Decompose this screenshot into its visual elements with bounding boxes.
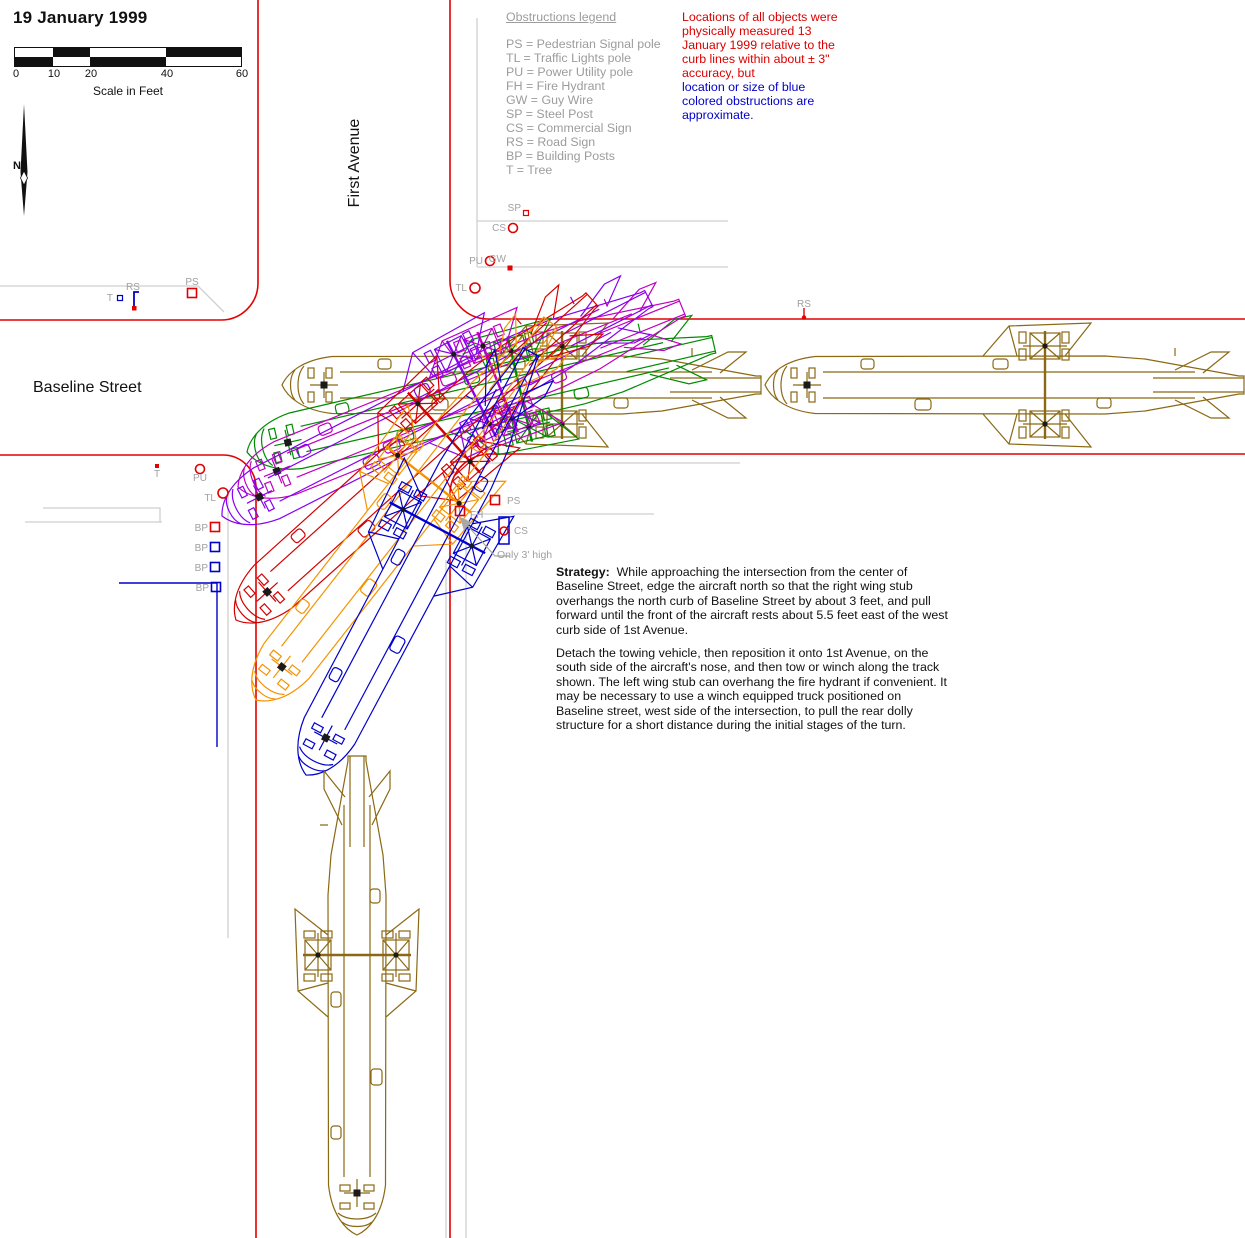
marker-label-t: T: [106, 293, 113, 304]
street-label-baseline-street: Baseline Street: [33, 379, 142, 396]
marker-sp-3: [508, 203, 529, 216]
marker-label-bp: BP: [194, 543, 208, 554]
marker-label-rs: RS: [126, 282, 140, 293]
marker-ps-16: [491, 496, 521, 508]
aircraft-outline-turn-step-magenta: [215, 250, 706, 544]
marker-label-ps: PS: [507, 496, 521, 507]
marker-label-tl: TL: [455, 283, 467, 294]
measurement-note-red: Locations of all objects were physically measured 13 January 1999 relative to the curb lines within about ± 3" accuracy, but: [682, 10, 838, 80]
marker-label-tl: TL: [204, 493, 216, 504]
marker-bp-13: [195, 543, 220, 555]
marker-label-pu: PU: [193, 473, 207, 484]
marker-label-cs: CS: [514, 526, 528, 537]
fire-hydrant-height-note: Only 3' high: [497, 549, 553, 561]
scale-bar: [14, 47, 242, 67]
marker-label-gw: GW: [488, 254, 506, 265]
marker-tl-7: [455, 283, 480, 294]
scale-tick-40: 40: [160, 68, 174, 80]
legend-item-tl: TL = Traffic Lights pole: [506, 51, 632, 65]
strategy-heading: Strategy:: [556, 565, 610, 579]
measurement-note-blue: location or size of blue colored obstructions are approximate.: [682, 80, 815, 122]
marker-label-bp: BP: [194, 563, 208, 574]
marker-rs-8: [797, 299, 811, 320]
obstructions-legend: [506, 10, 676, 177]
marker-label-rs: RS: [797, 299, 811, 310]
strategy-paragraph-2: Detach the towing vehicle, then reposition it onto 1st Avenue, on the south side of the aircraft's nose, and then tow or winch along the track shown. The left wing stub can overhang the fire hydrant if convenient. It may be necessary to use a winch equipped truck positioned on Baseline street, west side of the intersection, to pull the rear dolly structure for a short distance during the initial stages of the turn.: [556, 646, 947, 733]
legend-heading: Obstructions legend: [506, 10, 617, 24]
marker-bp-12: [195, 523, 220, 535]
legend-item-sp: SP = Steel Post: [506, 107, 593, 121]
legend-item-rs: RS = Road Sign: [506, 135, 596, 149]
marker-label-t: T: [153, 469, 161, 480]
legend-item-fh: FH = Fire Hydrant: [506, 79, 605, 93]
aircraft-outline-olive-final-south-first-ave: [295, 756, 419, 1235]
marker-label-bp: BP: [194, 523, 208, 534]
marker-label-cs: CS: [492, 223, 506, 234]
page-title: 19 January 1999: [13, 8, 148, 27]
scale-tick-labels: [12, 68, 249, 80]
strategy-block: [556, 565, 952, 741]
legend-items: [506, 37, 676, 177]
marker-t-9: [154, 464, 160, 480]
strategy-paragraph-1: [556, 565, 952, 637]
marker-t-2: [107, 293, 123, 304]
street-label-first-avenue: First Avenue: [346, 118, 363, 208]
legend-item-bp: BP = Building Posts: [506, 149, 615, 163]
scale-tick-60: 60: [235, 68, 249, 80]
measurement-note: [682, 10, 844, 122]
north-arrow-icon: [21, 104, 28, 216]
aircraft-outline-turn-step-blue: [251, 323, 585, 804]
marker-ps-0: [185, 277, 199, 298]
scale-tick-20: 20: [84, 68, 98, 80]
curb-sw-corner: [0, 455, 256, 1238]
marker-pu-10: [193, 465, 207, 485]
north-label: N: [13, 160, 21, 172]
building-line-approximate: [119, 583, 217, 747]
marker-cs-18: [499, 517, 528, 544]
marker-gw-6: [489, 254, 513, 271]
marker-rs-1: [126, 282, 140, 311]
marker-label-pu: PU: [469, 256, 483, 267]
marker-cs-4: [492, 223, 517, 234]
marker-label-bp: BP: [195, 583, 209, 594]
scale-caption: Scale in Feet: [92, 84, 164, 98]
marker-label-ps: PS: [185, 277, 199, 288]
marker-label-fh: FH: [470, 510, 484, 521]
legend-item-t: T = Tree: [506, 163, 553, 177]
marker-bp-14: [195, 563, 220, 575]
legend-item-ps: PS = Pedestrian Signal pole: [506, 37, 661, 51]
aircraft-outline-olive-start-east-baseline: [765, 323, 1244, 447]
strategy-paragraph-1-text: While approaching the intersection from the center of Baseline Street, edge the aircraft north so that the right wing stub overhangs the north curb of Baseline Street by about 3 feet, and pull forward until the front of the aircraft rests about 5.5 feet east of the west curb side of 1st Avenue.: [556, 565, 948, 637]
legend-item-gw: GW = Guy Wire: [506, 93, 594, 107]
legend-item-cs: CS = Commercial Sign: [506, 121, 632, 135]
legend-item-pu: PU = Power Utility pole: [506, 65, 634, 79]
scale-tick-0: 0: [12, 68, 20, 80]
marker-label-sp: SP: [507, 203, 521, 214]
scale-tick-10: 10: [47, 68, 61, 80]
